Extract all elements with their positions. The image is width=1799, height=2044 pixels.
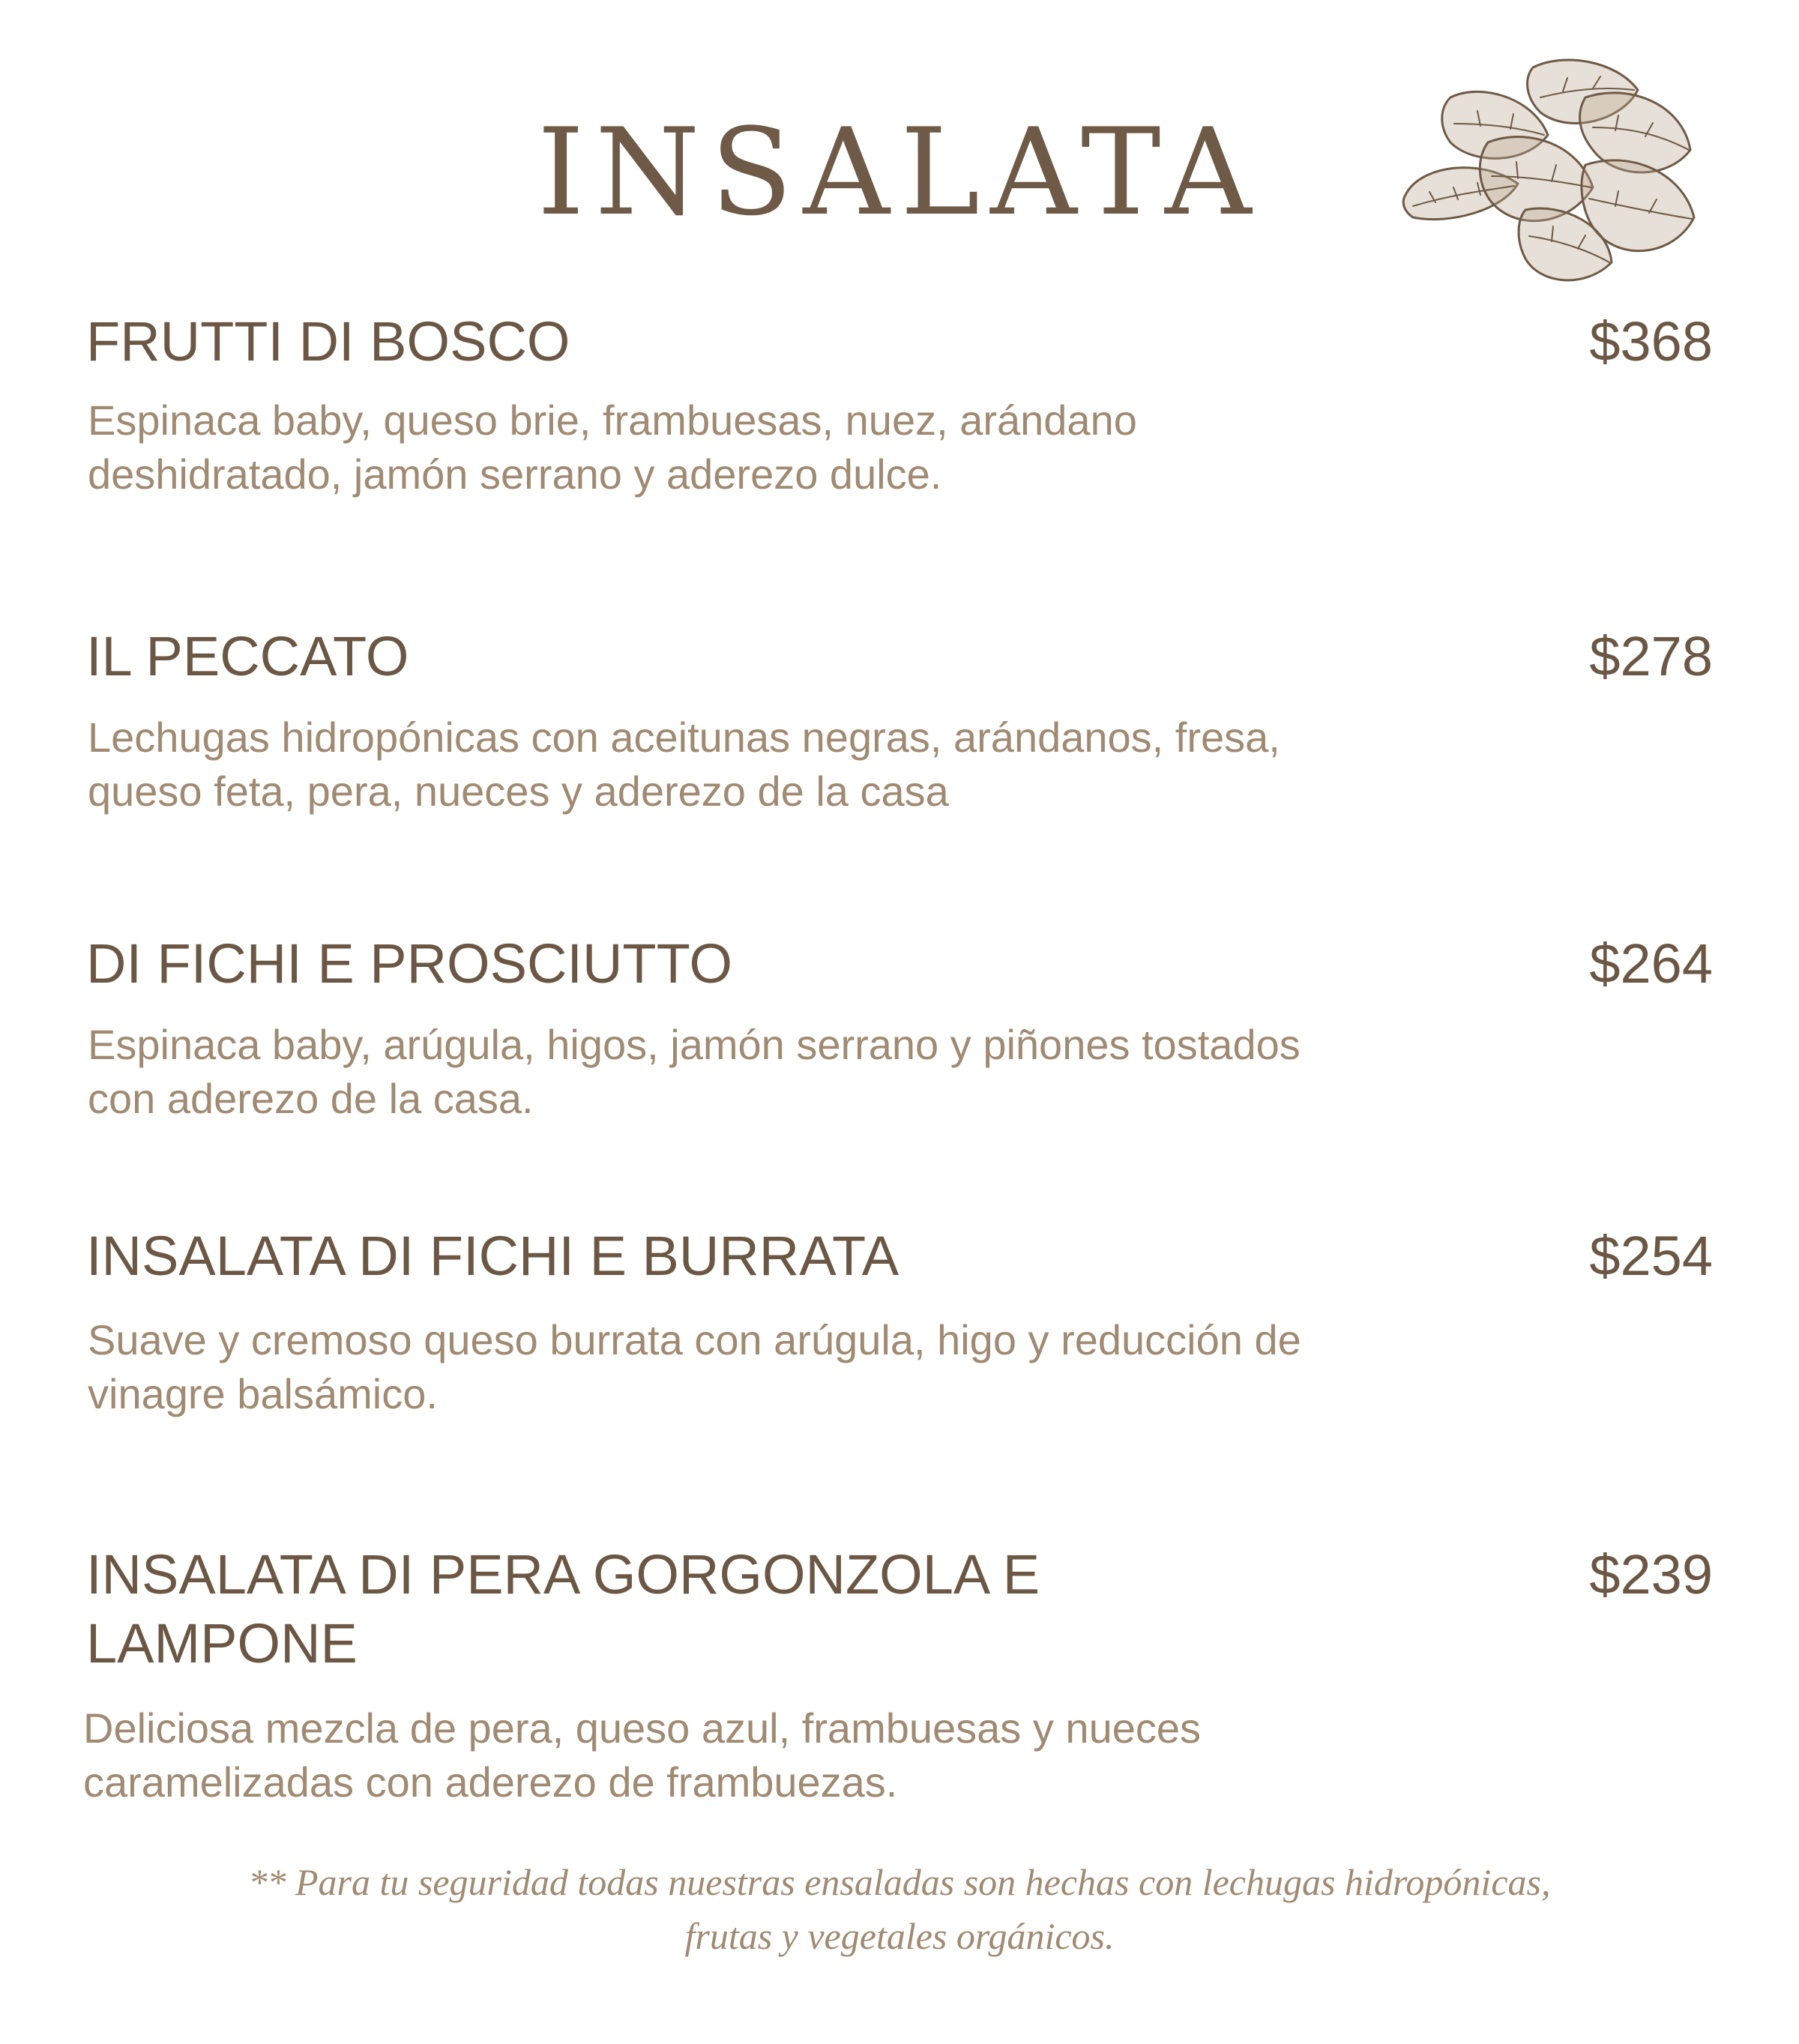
menu-item — [86, 307, 1713, 517]
footnote-line: ** Para tu seguridad todas nuestras ensaladas son hechas con lechugas hidropónicas, — [248, 1861, 1551, 1903]
item-name: IL PECCATO — [86, 625, 409, 687]
item-name: INSALATA DI PERA GORGONZOLA E LAMPONE — [86, 1543, 1040, 1674]
menu-item — [86, 622, 1713, 832]
item-price: $264 — [1589, 932, 1713, 995]
lettuce-leaf-sketch-icon — [1390, 52, 1705, 300]
item-price: $254 — [1589, 1225, 1713, 1287]
footnote-line: frutas y vegetales orgánicos. — [684, 1915, 1115, 1957]
footnote — [0, 1855, 1799, 1963]
item-name: FRUTTI DI BOSCO — [86, 310, 570, 373]
item-description: Espinaca baby, arúgula, higos, jamón serrano y piñones tostados con aderezo de la casa. — [88, 1021, 1301, 1122]
page-title: INSALATA — [537, 102, 1262, 242]
item-price: $278 — [1589, 625, 1713, 687]
item-price: $239 — [1589, 1543, 1713, 1606]
item-description: Suave y cremoso queso burrata con arúgula, higo y reducción de vinagre balsámico. — [88, 1316, 1301, 1417]
menu-item — [86, 929, 1713, 1139]
menu-item — [86, 1222, 1713, 1432]
item-name: DI FICHI E PROSCIUTTO — [86, 932, 733, 995]
item-name: INSALATA DI FICHI E BURRATA — [86, 1225, 900, 1287]
item-description: Lechugas hidropónicas con aceitunas negras, arándanos, fresa, queso feta, pera, nueces y aderezo de la casa — [88, 714, 1280, 815]
item-price: $368 — [1589, 310, 1713, 373]
item-description: Espinaca baby, queso brie, frambuesas, nuez, arándano deshidratado, jamón serrano y aderezo dulce. — [88, 397, 1137, 498]
menu-item — [83, 1540, 1713, 1825]
item-description: Deliciosa mezcla de pera, queso azul, frambuesas y nueces caramelizadas con aderezo de frambuezas. — [83, 1704, 1201, 1806]
